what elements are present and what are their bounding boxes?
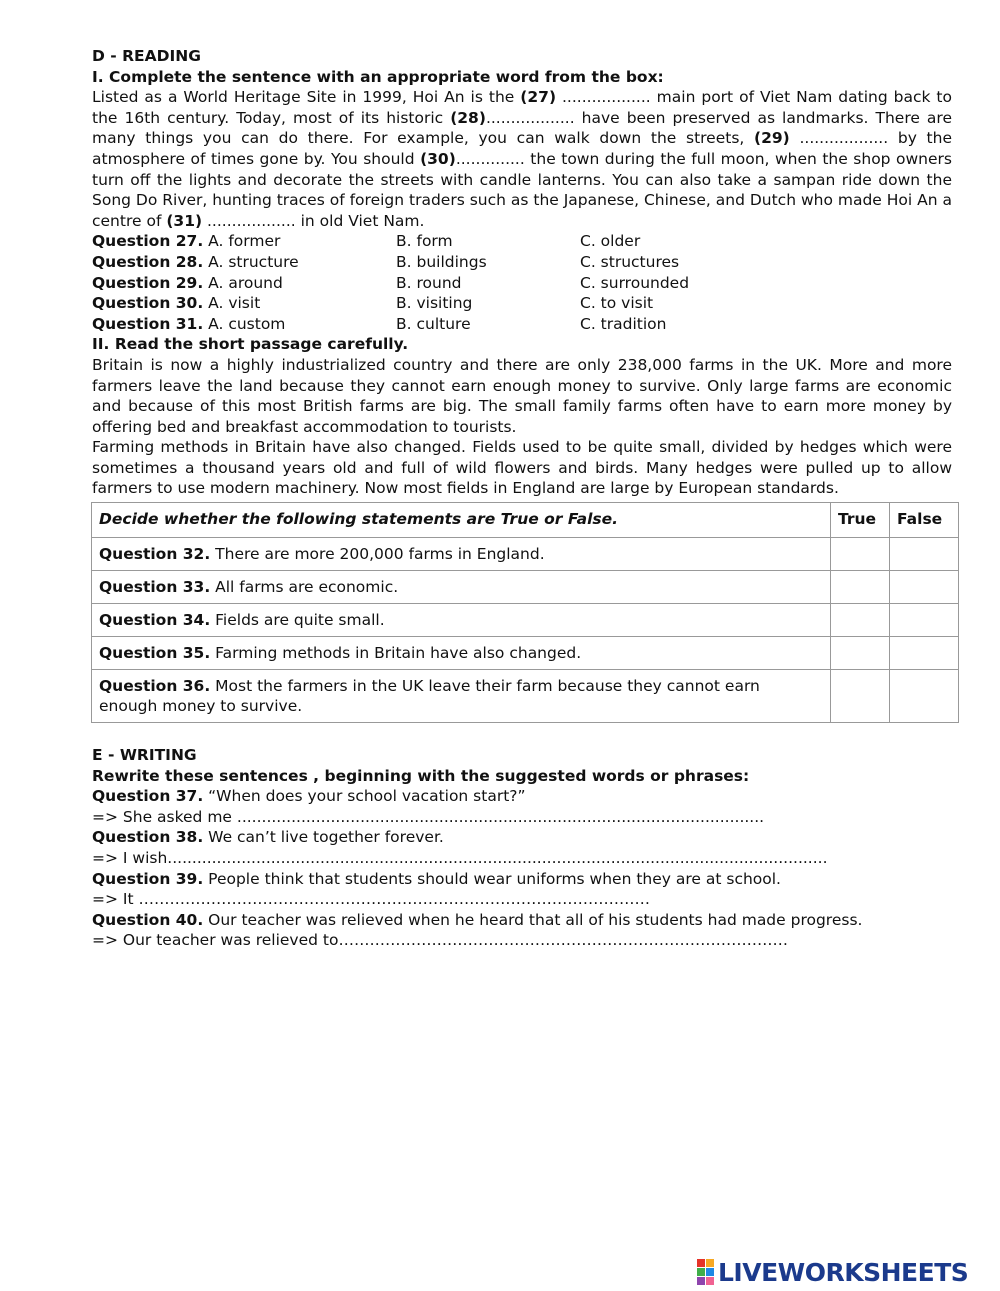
multiple-choice-questions	[92, 231, 952, 334]
statement-cell	[92, 538, 831, 571]
statement-text: Fields are quite small.	[210, 611, 385, 630]
passage-britain-p1: Britain is now a highly industrialized country and there are only 238,000 farms in the UK. More and more farmers leave the land because they cannot earn enough money to survive. Only large farms are economic and because of this most British farms are big. The small family farms often have to earn more money by offering bed and breakfast accommodation to tourists.	[92, 355, 952, 436]
option-c[interactable]: C. older	[580, 232, 641, 251]
blank-number: (27)	[520, 88, 557, 107]
option-a-text: A. visit	[203, 294, 261, 313]
statement-cell	[92, 670, 831, 723]
question-text: We can’t live together forever.	[203, 828, 444, 847]
answer-line[interactable]: => I wish......................................................................................................................................	[92, 849, 828, 868]
section-d-title: D - READING	[92, 47, 201, 65]
passage-hoi-an	[92, 87, 952, 231]
writing-question	[92, 786, 952, 807]
logo-square	[706, 1277, 714, 1285]
section-e-title: E - WRITING	[92, 746, 197, 765]
answer-line[interactable]: => Our teacher was relieved to……………………………………………………………………………	[92, 931, 788, 950]
logo-square	[706, 1268, 714, 1276]
true-checkbox-cell[interactable]	[831, 637, 890, 670]
option-a-text: A. structure	[203, 252, 299, 271]
writing-question	[92, 869, 952, 890]
logo-text: LIVEWORKSHEETS	[718, 1257, 969, 1287]
logo-mark-icon	[697, 1259, 714, 1285]
true-checkbox-cell[interactable]	[831, 670, 890, 723]
option-a[interactable]	[92, 231, 396, 252]
passage-britain-p2: Farming methods in Britain have also changed. Fields used to be quite small, divided by hedges which were sometimes a thousand years old and full of wild flowers and birds. Many hedges were pulled up to allow farmers to use modern machinery. Now most fields in England are large by European standards.	[92, 438, 952, 498]
option-b[interactable]: B. buildings	[396, 252, 487, 271]
passage-text: Listed as a World Heritage Site in 1999, Hoi An is the	[92, 88, 521, 107]
question-label: Question 28.	[92, 252, 204, 271]
false-checkbox-cell[interactable]	[890, 604, 959, 637]
false-checkbox-cell[interactable]	[890, 637, 959, 670]
question-row	[92, 273, 952, 294]
logo-square	[697, 1268, 705, 1276]
option-a-text: A. custom	[203, 314, 286, 333]
question-row	[92, 293, 952, 314]
passage-text: .............. the town during the full moon, when the shop owners turn off the lights and decorate the streets with candle lanterns. You can also take a sampan ride down the Song Do River, hunting traces of foreign traders such as the Japanese, Chinese, and Dutch who made Hoi An a centre of	[92, 149, 952, 230]
answer-line[interactable]: => She asked me ...........................................................................................................	[92, 807, 765, 826]
question-row	[92, 252, 952, 273]
question-text: Our teacher was relieved when he heard that all of his students had made progress.	[203, 910, 863, 929]
blank-number: (30)	[420, 149, 456, 168]
option-b[interactable]: B. round	[396, 273, 462, 292]
blank-number: (29)	[754, 129, 790, 148]
question-label: Question 36.	[99, 677, 211, 696]
blank-number: (31)	[166, 211, 203, 230]
option-a-text: A. around	[203, 273, 283, 292]
logo-square	[697, 1277, 705, 1285]
statement-text: There are more 200,000 farms in England.	[210, 545, 545, 564]
option-c[interactable]: C. surrounded	[580, 273, 690, 292]
writing-question	[92, 910, 952, 931]
false-checkbox-cell[interactable]	[890, 571, 959, 604]
statement-text: Farming methods in Britain have also changed.	[210, 644, 582, 663]
option-c[interactable]: C. to visit	[580, 294, 654, 313]
statement-cell	[92, 571, 831, 604]
true-checkbox-cell[interactable]	[831, 538, 890, 571]
writing-instruction: Rewrite these sentences , beginning with the suggested words or phrases:	[92, 766, 750, 785]
worksheet	[92, 46, 952, 951]
question-label: Question 37.	[92, 787, 204, 806]
statement-cell	[92, 637, 831, 670]
question-text: People think that students should wear uniforms when they are at school.	[203, 869, 781, 888]
table-instruction: Decide whether the following statements are True or False.	[92, 503, 831, 538]
option-c[interactable]: C. tradition	[580, 314, 667, 333]
question-label: Question 33.	[99, 578, 211, 597]
question-label: Question 40.	[92, 910, 204, 929]
option-a[interactable]	[92, 252, 396, 273]
passage-text: .................. have been preserved as landmarks. There are many things you can do there. For example, you can walk down the streets,	[92, 108, 952, 148]
option-a[interactable]	[92, 293, 396, 314]
question-row	[92, 231, 952, 252]
false-checkbox-cell[interactable]	[890, 670, 959, 723]
question-label: Question 32.	[99, 545, 211, 564]
answer-line[interactable]: => It ………………………………………………………………………………………	[92, 890, 650, 909]
option-a[interactable]	[92, 273, 396, 294]
part2-title: II. Read the short passage carefully.	[92, 335, 409, 354]
option-a[interactable]	[92, 314, 396, 335]
table-row	[92, 604, 959, 637]
question-label: Question 34.	[99, 611, 211, 630]
table-row	[92, 637, 959, 670]
true-column-header: True	[831, 503, 890, 538]
option-b[interactable]: B. visiting	[396, 294, 473, 313]
question-label: Question 27.	[92, 232, 204, 251]
table-row	[92, 571, 959, 604]
true-checkbox-cell[interactable]	[831, 604, 890, 637]
passage-text: .................. in old Viet Nam.	[202, 211, 425, 230]
false-column-header: False	[890, 503, 959, 538]
statement-text: Most the farmers in the UK leave their farm because they cannot earn enough money to survive.	[99, 677, 760, 716]
option-a-text: A. former	[203, 232, 281, 251]
part1-title: I. Complete the sentence with an appropriate word from the box:	[92, 67, 664, 86]
option-b[interactable]: B. culture	[396, 314, 471, 333]
question-label: Question 29.	[92, 273, 204, 292]
table-row	[92, 670, 959, 723]
option-c[interactable]: C. structures	[580, 252, 680, 271]
logo-square	[697, 1259, 705, 1267]
table-row	[92, 538, 959, 571]
question-text: “When does your school vacation start?”	[203, 787, 526, 806]
statement-cell	[92, 604, 831, 637]
question-label: Question 31.	[92, 314, 204, 333]
false-checkbox-cell[interactable]	[890, 538, 959, 571]
question-label: Question 35.	[99, 644, 211, 663]
true-false-table	[91, 502, 959, 723]
blank-number: (28)	[450, 108, 486, 127]
logo-square	[706, 1259, 714, 1267]
true-checkbox-cell[interactable]	[831, 571, 890, 604]
passage-text: .................. by the atmosphere of times gone by. You should	[92, 129, 952, 168]
liveworksheets-logo	[697, 1257, 968, 1287]
option-b[interactable]: B. form	[396, 232, 453, 251]
question-row	[92, 314, 952, 335]
question-label: Question 39.	[92, 869, 204, 888]
writing-questions	[92, 786, 952, 951]
passage-text: .................. main port of Viet Nam dating back to the 16th century. Today, most of its historic	[92, 88, 952, 127]
question-label: Question 38.	[92, 828, 204, 847]
question-label: Question 30.	[92, 294, 204, 313]
writing-question	[92, 827, 952, 848]
statement-text: All farms are economic.	[210, 578, 399, 597]
table-header-row	[92, 503, 959, 538]
